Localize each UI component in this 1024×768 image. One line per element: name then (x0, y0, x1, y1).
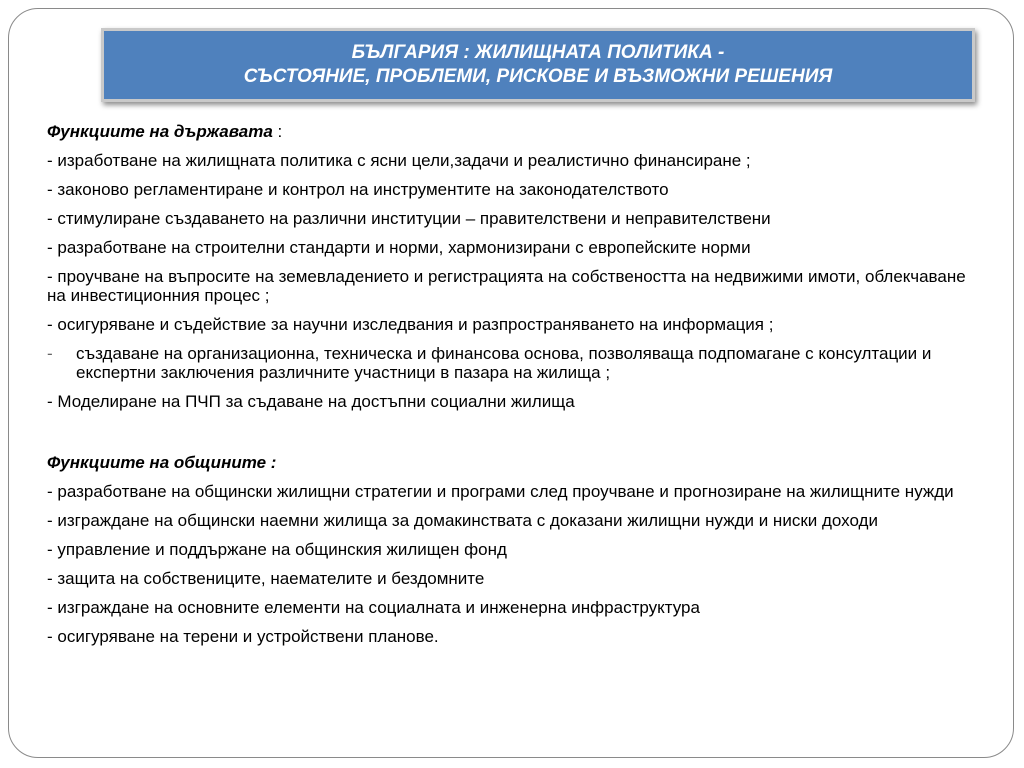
state-sub-item (47, 344, 987, 382)
municipal-item-5: - изграждане на основните елементи на социалната и инженерна инфраструктура (47, 598, 700, 617)
municipal-item-3: - управление и поддържане на общинския жилищен фонд (47, 540, 507, 559)
title-banner (101, 28, 975, 102)
state-item-6: - осигуряване и съдействие за научни изследвания и разпространяването на информация ; (47, 315, 774, 334)
state-heading-suffix: : (272, 122, 283, 141)
sub-item-text: създаване на организационна, техническа и финансова основа, позволяваща подпомагане с консултации и експертни заключения различните участници в пазара на жилища ; (76, 344, 932, 382)
state-item-3: - стимулиране създаването на различни институции – правителствени и неправителствени (47, 209, 771, 228)
state-item-last: - Моделиране на ПЧП за съдаване на достъпни социални жилища (47, 392, 575, 411)
state-item-4: - разработване на строителни стандарти и норми, хармонизирани с европейските норми (47, 238, 751, 257)
section-gap (47, 421, 987, 453)
municipal-item-2: - изграждане на общински наемни жилища за домакинствата с доказани жилищни нужди и ниски доходи (47, 511, 878, 530)
municipal-item-1: - разработване на общински жилищни стратегии и програми след проучване и прогнозиране на жилищните нужди (47, 482, 954, 501)
sub-item-dash: - (47, 344, 53, 363)
municipal-item-6: - осигуряване на терени и устройствени планове. (47, 627, 439, 646)
state-item-1: - изработване на жилищната политика с ясни цели,задачи и реалистично финансиране ; (47, 151, 751, 170)
state-item-5: - проучване на въпросите на земевладението и регистрацията на собствеността на недвижими имоти, облекчаване на инвестиционния процес ; (47, 267, 966, 305)
municipalities-heading: Функциите на общините : (47, 453, 277, 472)
municipal-item-4: - защита на собствениците, наемателите и бездомните (47, 569, 485, 588)
state-item-2: - законово регламентиране и контрол на инструментите на законодателството (47, 180, 669, 199)
state-heading: Функциите на държавата (47, 122, 273, 141)
title-line-1: БЪЛГАРИЯ : ЖИЛИЩНАТА ПОЛИТИКА - (351, 42, 725, 63)
slide-content (47, 122, 987, 656)
title-line-2: СЪСТОЯНИЕ, ПРОБЛЕМИ, РИСКОВЕ И ВЪЗМОЖНИ РЕШЕНИЯ (243, 66, 833, 87)
state-heading-row (47, 122, 987, 141)
